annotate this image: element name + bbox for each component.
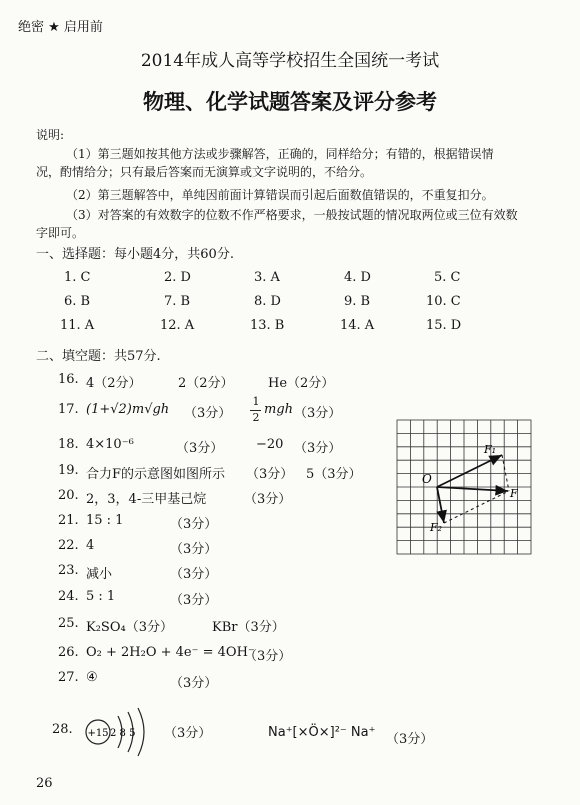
q23-answer: 减小 [86, 567, 113, 582]
q19-answer-a: 合力F的示意图如图所示 [86, 467, 226, 482]
q21-num: 21. [58, 513, 79, 528]
note-3b: 字即可。 [36, 226, 85, 240]
q27-num: 27. [58, 670, 79, 685]
note-2: （2）第三题解答中，单纯因前面计算错误而引起后面数值错误的，不重复扣分。 [66, 188, 494, 202]
q22-answer: 4 [86, 538, 95, 553]
q26-answer: O₂ + 2H₂O + 4e⁻ = 4OH⁻ [86, 645, 255, 660]
q16-answer-a: 4（2分） [86, 376, 142, 391]
q18-answer-a: 4×10⁻⁶ [86, 437, 134, 452]
q23-num: 23. [58, 563, 79, 578]
q28-score-a: （3分） [164, 726, 212, 741]
mc-answer: 13. B [250, 318, 285, 333]
notes-label: 说明: [36, 128, 65, 142]
mc-answer: 12. A [160, 318, 195, 333]
confidential-mark: 绝密 ★ 启用前 [18, 20, 103, 35]
q17-num: 17. [58, 402, 79, 417]
label-f2: F₂ [430, 521, 443, 534]
vector-f-resultant [437, 487, 508, 491]
q21-answer: 15 : 1 [86, 513, 124, 528]
q18-num: 18. [58, 437, 79, 452]
mc-answer: 2. D [164, 270, 191, 285]
q24-answer: 5 : 1 [86, 589, 116, 604]
q17-fraction-numerator: 1 [252, 395, 260, 408]
q17-score-b: （3分） [294, 406, 342, 421]
q19-num: 19. [58, 463, 79, 478]
note-3a: （3）对答案的有效数字的位数不作严格要求，一般按试题的情况取两位或三位有效数 [66, 208, 518, 222]
q26-score: （3分） [244, 649, 292, 664]
mc-answer: 6. B [64, 294, 91, 309]
mc-answer: 4. D [344, 270, 371, 285]
mc-answer: 11. A [60, 318, 95, 333]
q16-answer-c: He（2分） [268, 376, 335, 391]
q18-answer-b: −20 [256, 437, 284, 452]
mc-answer: 1. C [64, 270, 91, 285]
label-f: F [510, 487, 518, 500]
mc-answer: 5. C [434, 270, 461, 285]
page-number: 26 [36, 776, 53, 791]
note-1a: （1）第三题如按其他方法或步骤解答，正确的，同样给分；有错的，根据错误情 [66, 147, 494, 161]
q24-score: （3分） [170, 593, 218, 608]
q17-answer-b: mgh [264, 402, 294, 417]
atomic-structure-diagram [82, 706, 162, 770]
q28-score-b: （3分） [386, 732, 434, 747]
mc-answer: 8. D [254, 294, 281, 309]
mc-answer: 9. B [344, 294, 371, 309]
q17-fraction-denominator: 2 [252, 411, 260, 424]
q16-answer-b: 2（2分） [178, 376, 234, 391]
q20-score: （3分） [244, 492, 292, 507]
q27-score: （3分） [170, 676, 218, 691]
mc-answer: 3. A [254, 270, 280, 285]
electron-configuration: 2 8 5 [110, 728, 136, 739]
q20-num: 20. [58, 488, 79, 503]
q28-electron-formula: Na⁺[×Ö×]²⁻ Na⁺ [268, 725, 376, 740]
q22-score: （3分） [170, 542, 218, 557]
q22-num: 22. [58, 538, 79, 553]
q20-answer: 2，3，4-三甲基己烷 [86, 492, 207, 507]
mc-answer: 14. A [340, 318, 375, 333]
note-1b: 况，酌情给分；只有最后答案而无演算或文字说明的，不给分。 [36, 165, 373, 179]
q27-answer: ④ [86, 670, 98, 685]
section1-title: 一、选择题：每小题4分，共60分. [36, 247, 234, 262]
q28-num: 28. [52, 722, 73, 737]
vector-f1 [437, 455, 502, 487]
q21-score: （3分） [170, 517, 218, 532]
nucleus-charge: +15 [87, 728, 109, 739]
q16-num: 16. [58, 372, 79, 387]
mc-answer: 7. B [164, 294, 191, 309]
answer-key-title: 物理、化学试题答案及评分参考 [143, 90, 437, 114]
q23-score: （3分） [170, 567, 218, 582]
exam-title: 2014年成人高等学校招生全国统一考试 [140, 51, 440, 71]
vector-f2 [437, 487, 444, 523]
mc-answer: 10. C [426, 294, 461, 309]
label-origin: O [422, 472, 432, 486]
q25-num: 25. [58, 616, 79, 631]
parallelogram-side [444, 491, 509, 523]
force-vector-diagram [396, 419, 532, 559]
label-f1: F₁ [484, 443, 497, 456]
q26-num: 26. [58, 645, 79, 660]
mc-answer: 15. D [426, 318, 462, 333]
q17-score-a: （3分） [184, 406, 232, 421]
q25-answer-a: K₂SO₄（3分） [86, 620, 173, 635]
q18-score-b: （3分） [294, 441, 342, 456]
section2-title: 二、填空题：共57分. [36, 349, 161, 364]
q19-score-a: （3分） [246, 467, 294, 482]
q17-answer-a: (1+√2)m√gh [86, 402, 170, 417]
q25-answer-b: KBr（3分） [212, 620, 285, 635]
q18-score-a: （3分） [176, 441, 224, 456]
q19-answer-b: 5（3分） [306, 467, 362, 482]
q24-num: 24. [58, 589, 79, 604]
